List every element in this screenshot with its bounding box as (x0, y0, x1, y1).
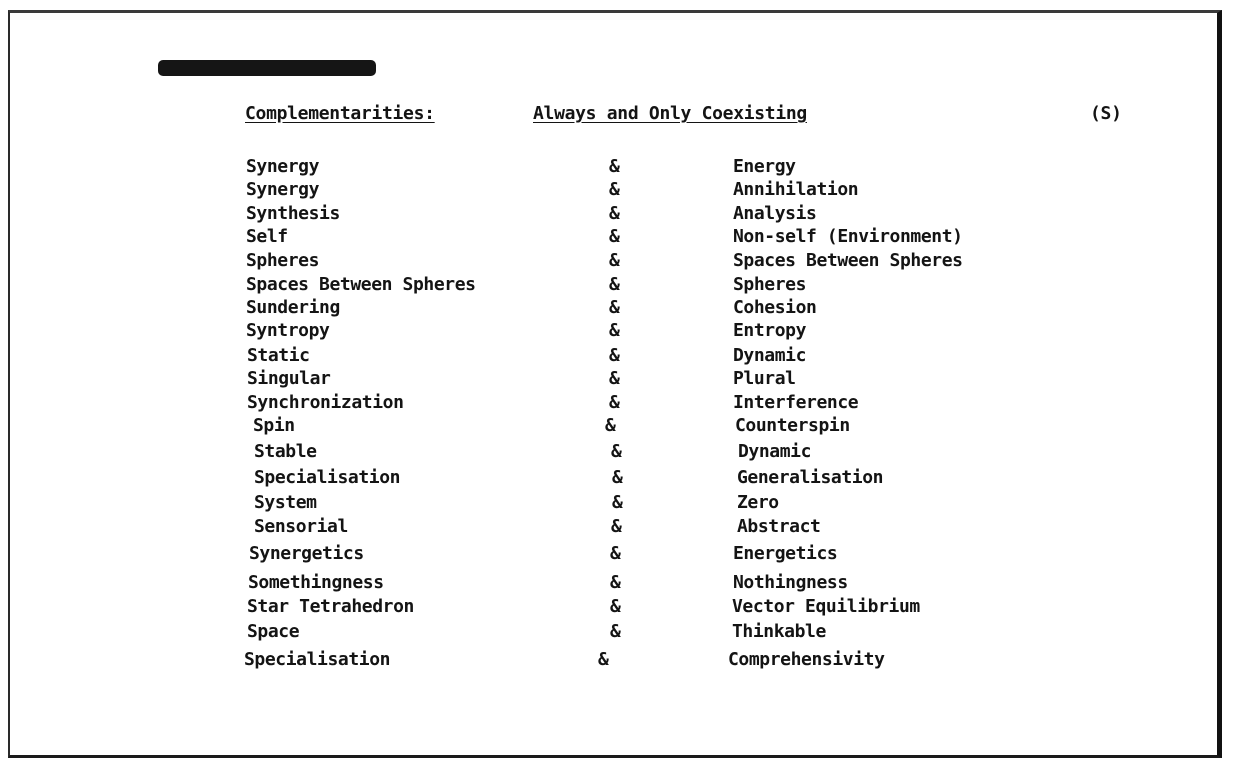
pair-ampersand: & (598, 649, 609, 670)
pair-ampersand: & (609, 156, 620, 177)
pair-right: Non-self (Environment) (733, 226, 963, 247)
pair-right: Generalisation (737, 467, 884, 488)
pair-left: Singular (247, 368, 331, 389)
pair-right: Dynamic (738, 441, 812, 462)
pair-ampersand: & (609, 250, 620, 271)
pair-left: Specialisation (254, 467, 401, 488)
pair-left: Synergy (246, 179, 320, 200)
pair-left: Synergy (246, 156, 320, 177)
pair-ampersand: & (610, 543, 621, 564)
pair-ampersand: & (609, 226, 620, 247)
pair-right: Spaces Between Spheres (733, 250, 963, 271)
pair-left: Self (246, 226, 288, 247)
heading-subtitle: Always and Only Coexisting (533, 103, 807, 124)
pair-right: Thinkable (732, 621, 826, 642)
pair-left: Sundering (246, 297, 340, 318)
pair-left: Synthesis (246, 203, 340, 224)
pair-left: Syntropy (246, 320, 330, 341)
pair-left: Sensorial (254, 516, 348, 537)
pair-right: Vector Equilibrium (732, 596, 920, 617)
pair-ampersand: & (611, 441, 622, 462)
pair-ampersand: & (610, 572, 621, 593)
pair-left: Somethingness (248, 572, 384, 593)
pair-ampersand: & (609, 297, 620, 318)
pair-left: Stable (254, 441, 317, 462)
pair-right: Plural (733, 368, 796, 389)
pair-left: Star Tetrahedron (247, 596, 414, 617)
pair-left: Specialisation (244, 649, 391, 670)
pair-left: Spheres (246, 250, 320, 271)
pair-right: Annihilation (733, 179, 859, 200)
pair-right: Nothingness (733, 572, 848, 593)
pair-left: Static (247, 345, 310, 366)
pair-right: Analysis (733, 203, 817, 224)
pair-right: Dynamic (733, 345, 807, 366)
pair-ampersand: & (609, 345, 620, 366)
heading-title: Complementarities: (245, 103, 435, 124)
pair-right: Spheres (733, 274, 807, 295)
pair-right: Interference (733, 392, 859, 413)
pair-ampersand: & (609, 274, 620, 295)
pair-left: Spin (253, 415, 295, 436)
pair-left: Spaces Between Spheres (246, 274, 476, 295)
pair-right: Comprehensivity (728, 649, 885, 670)
pair-ampersand: & (609, 203, 620, 224)
pair-ampersand: & (610, 596, 621, 617)
pair-ampersand: & (609, 179, 620, 200)
pair-right: Zero (737, 492, 779, 513)
section-marker: (S) (1090, 103, 1122, 124)
pair-right: Energetics (733, 543, 838, 564)
pair-ampersand: & (612, 467, 623, 488)
pair-left: Synchronization (247, 392, 404, 413)
pair-ampersand: & (611, 516, 622, 537)
pair-ampersand: & (605, 415, 616, 436)
pair-ampersand: & (612, 492, 623, 513)
pair-ampersand: & (609, 320, 620, 341)
pair-left: System (254, 492, 317, 513)
pair-ampersand: & (610, 621, 621, 642)
pair-right: Entropy (733, 320, 807, 341)
pair-ampersand: & (609, 368, 620, 389)
pair-left: Space (247, 621, 300, 642)
pair-right: Energy (733, 156, 796, 177)
pair-right: Cohesion (733, 297, 817, 318)
pair-right: Abstract (737, 516, 821, 537)
pair-right: Counterspin (735, 415, 850, 436)
pair-ampersand: & (609, 392, 620, 413)
pair-left: Synergetics (249, 543, 364, 564)
